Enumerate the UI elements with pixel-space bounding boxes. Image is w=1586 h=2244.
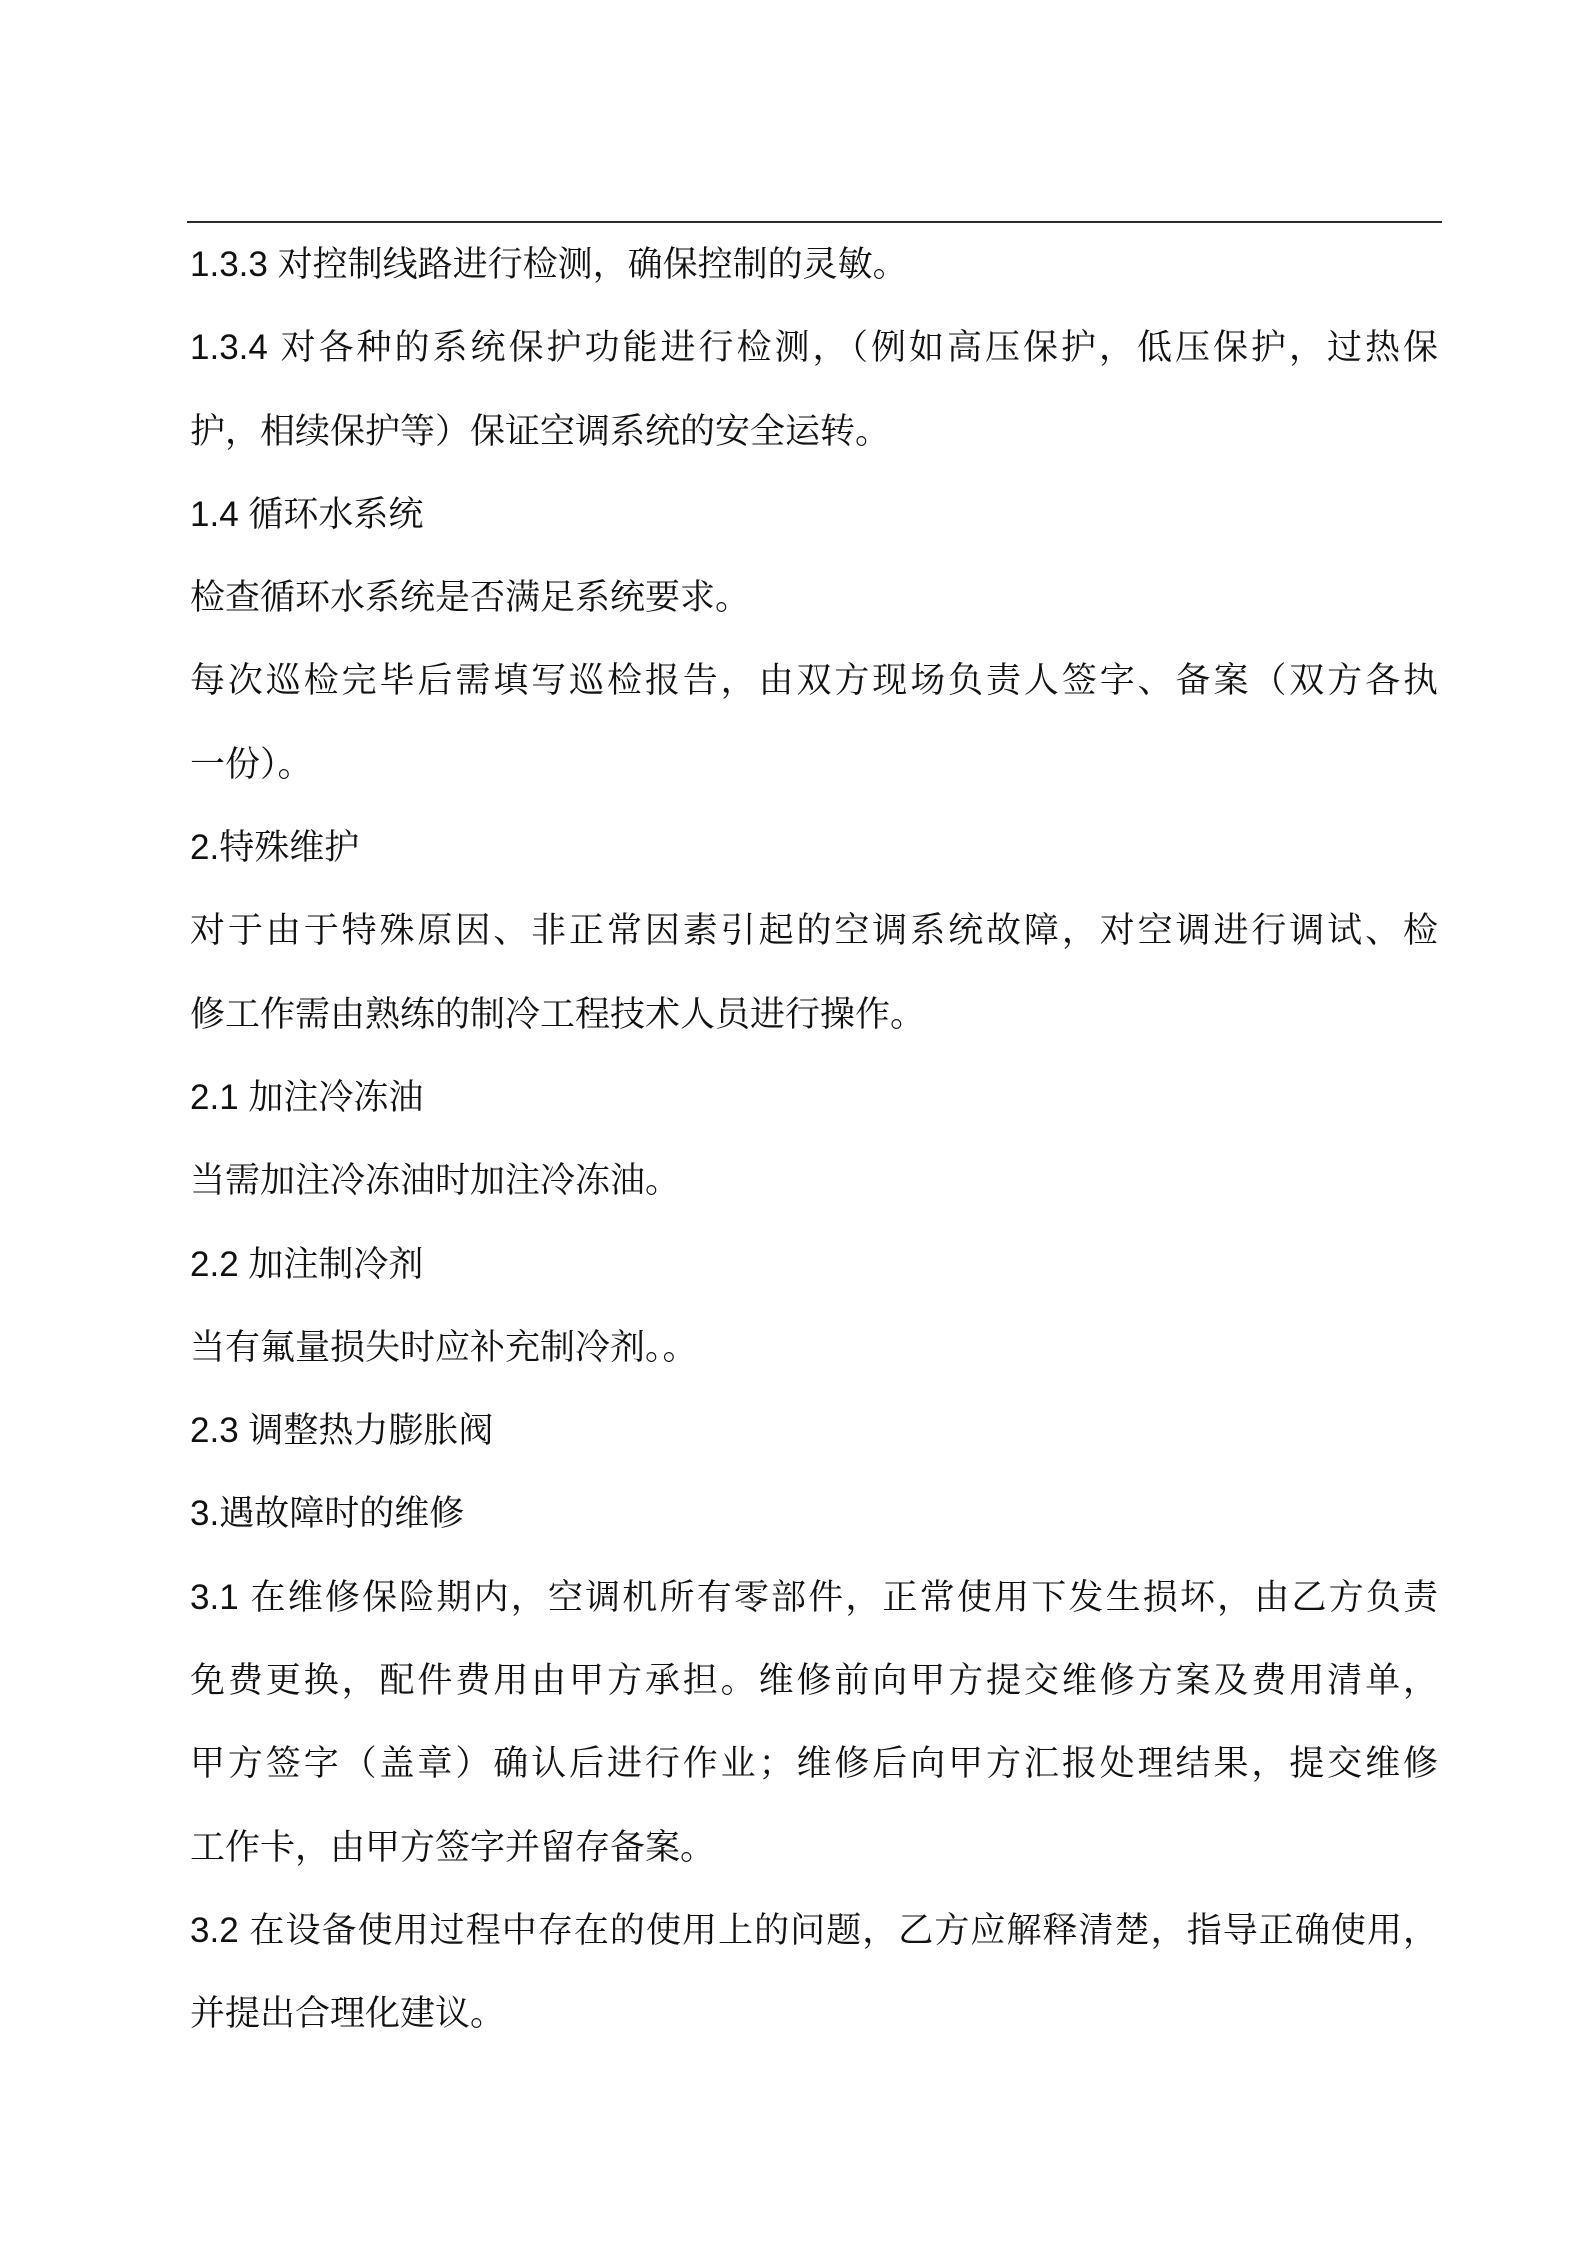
text-line: 1.3.4 对各种的系统保护功能进行检测，（例如高压保护，低压保护，过热保 — [190, 328, 1438, 368]
heading-line: 2.3 调整热力膨胀阀 — [190, 1411, 494, 1451]
text-line: 当需加注冷冻油时加注冷冻油。 — [190, 1161, 681, 1201]
paragraph-special-maintenance — [190, 889, 1438, 1056]
section-heading-2-2 — [190, 1223, 1438, 1306]
text-line: 1.3.3 对控制线路进行检测，确保控制的灵敏。 — [190, 245, 908, 284]
text-line: 对于由于特殊原因、非正常因素引起的空调系统故障，对空调进行调试、检 — [190, 911, 1438, 951]
text-line: 免费更换，配件费用由甲方承担。维修前向甲方提交维修方案及费用清单， — [190, 1661, 1438, 1701]
section-heading-3 — [190, 1472, 1438, 1555]
text-line: 甲方签字（盖章）确认后进行作业；维修后向甲方汇报处理结果，提交维修 — [190, 1744, 1438, 1784]
heading-line: 2.1 加注冷冻油 — [190, 1077, 424, 1117]
section-heading-2 — [190, 806, 1438, 889]
paragraph-refrigerant — [190, 1306, 1438, 1389]
text-line: 每次巡检完毕后需填写巡检报告，由双方现场负责人签字、备案（双方各执 — [190, 661, 1438, 701]
document-body — [190, 223, 1438, 2056]
paragraph-3-1 — [190, 1556, 1438, 1889]
heading-line: 2.2 加注制冷剂 — [190, 1244, 424, 1284]
text-line: 并提出合理化建议。 — [190, 1994, 506, 2034]
text-line: 3.2 在设备使用过程中存在的使用上的问题，乙方应解释清楚，指导正确使用， — [190, 1910, 1438, 1950]
paragraph-inspection-report — [190, 639, 1438, 806]
paragraph-water-check — [190, 556, 1438, 639]
paragraph-1-3-4 — [190, 306, 1438, 473]
text-line: 护，相续保护等）保证空调系统的安全运转。 — [190, 411, 891, 451]
text-line: 当有氟量损失时应补充制冷剂。。 — [190, 1327, 698, 1367]
paragraph-1-3-3 — [190, 223, 1438, 306]
text-line: 3.1 在维修保险期内，空调机所有零部件，正常使用下发生损坏，由乙方负责 — [190, 1577, 1438, 1617]
paragraph-oil — [190, 1139, 1438, 1222]
text-line: 修工作需由熟练的制冷工程技术人员进行操作。 — [190, 994, 926, 1034]
heading-line: 1.4 循环水系统 — [190, 494, 424, 534]
heading-line: 3.遇故障时的维修 — [190, 1494, 465, 1534]
section-heading-1-4 — [190, 473, 1438, 556]
section-heading-2-3 — [190, 1389, 1438, 1472]
text-line: 检查循环水系统是否满足系统要求。 — [190, 578, 751, 618]
section-heading-2-1 — [190, 1056, 1438, 1139]
text-line: 一份）。 — [190, 744, 313, 784]
text-line: 工作卡，由甲方签字并留存备案。 — [190, 1827, 716, 1867]
paragraph-3-2 — [190, 1889, 1438, 2056]
heading-line: 2.特殊维护 — [190, 828, 360, 868]
